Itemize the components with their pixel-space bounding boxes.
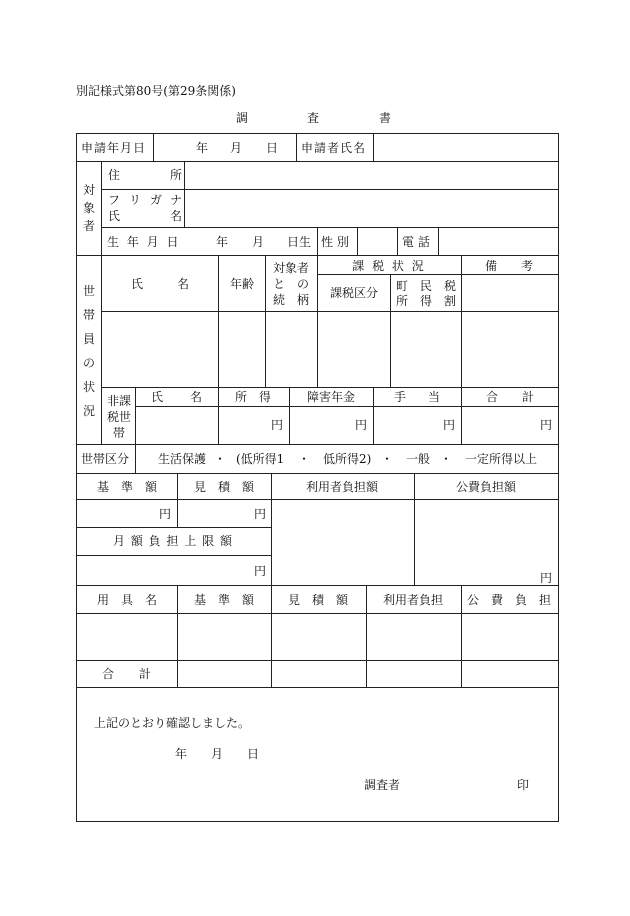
- yen-unit: 円: [158, 507, 171, 521]
- day-label: 日: [265, 141, 279, 155]
- tool-user-burden-header: 利用者負担: [382, 593, 444, 607]
- address-label: 所: [170, 168, 183, 182]
- allowance-header: 手: [393, 390, 407, 404]
- category-separator: ・: [380, 452, 394, 466]
- subject-label-char: 象: [82, 201, 96, 215]
- nontax-label: 税世: [106, 410, 132, 424]
- household-label-char: の: [82, 356, 96, 370]
- tool-estimate-header: 見 積 額: [287, 593, 349, 607]
- monthly-cap-header: 月 額 負 担 上 限 額: [113, 534, 233, 548]
- category-separator: ・: [213, 452, 227, 466]
- yen-unit: 円: [539, 571, 552, 585]
- category-option: 生活保護: [158, 452, 207, 466]
- furigana-label: フ: [108, 193, 121, 207]
- allowance-header: 当: [427, 390, 441, 404]
- confirm-year-label: 年: [174, 747, 188, 761]
- relation-header: 対象者: [272, 261, 310, 275]
- remarks-header: 考: [520, 259, 534, 273]
- household-label-char: 世: [82, 284, 96, 298]
- birth-year-label: 年: [215, 235, 229, 249]
- user-burden-header: 利用者負担額: [305, 480, 379, 494]
- income-header: 所: [234, 390, 248, 404]
- category-label: 世帯区分: [81, 452, 130, 466]
- nontax-label: 帯: [112, 426, 126, 440]
- relation-header: 続 柄: [272, 293, 310, 307]
- yen-unit: 円: [253, 564, 266, 578]
- application-date-label: 申請年月日: [81, 141, 147, 155]
- category-option: (低所得1: [236, 452, 285, 466]
- category-separator: ・: [297, 452, 311, 466]
- confirm-day-label: 日: [246, 747, 260, 761]
- town-tax-header: 所 得 割: [395, 294, 457, 308]
- member-name-header: 氏: [130, 277, 144, 291]
- yen-unit: 円: [270, 418, 283, 432]
- category-option: 一般: [406, 452, 431, 466]
- birthdate-label: 生 年 月 日: [107, 235, 181, 249]
- category-option: 一定所得以上: [465, 452, 538, 466]
- title-char: 調: [235, 111, 249, 125]
- tax-status-header: 課 税 状 況: [352, 259, 426, 273]
- furigana-label: リ: [129, 193, 142, 207]
- category-separator: ・: [439, 452, 453, 466]
- estimate-header: 見 積 額: [193, 480, 255, 494]
- title-char: 書: [378, 111, 392, 125]
- base-amount-header: 基 準 額: [96, 480, 158, 494]
- confirm-month-label: 月: [210, 747, 224, 761]
- subject-label-char: 者: [82, 219, 96, 233]
- seal-label: 印: [517, 778, 530, 792]
- month-label: 月: [229, 141, 243, 155]
- birth-day-label: 日生: [286, 235, 312, 249]
- total-header: 計: [521, 390, 535, 404]
- household-label-char: 帯: [82, 308, 96, 322]
- furigana-label: ガ: [150, 193, 163, 207]
- household-label-char: 員: [82, 332, 96, 346]
- sex-label: 性 別: [321, 235, 349, 249]
- name-label: 名: [170, 209, 183, 223]
- household-label-char: 況: [82, 404, 96, 418]
- member-name-header: 名: [176, 277, 190, 291]
- public-burden-header: 公費負担額: [455, 480, 517, 494]
- title-char: 査: [306, 111, 320, 125]
- form-reference: 別記様式第80号(第29条関係): [76, 84, 236, 98]
- yen-unit: 円: [539, 418, 552, 432]
- tool-public-burden-header: 公 費 負 担: [466, 593, 552, 607]
- income-header: 得: [258, 390, 272, 404]
- year-label: 年: [195, 141, 209, 155]
- age-header: 年齢: [229, 277, 255, 291]
- confirmation-text: 上記のとおり確認しました。: [94, 716, 251, 730]
- furigana-label: ナ: [170, 193, 183, 207]
- household-label-char: 状: [82, 380, 96, 394]
- tool-name-header: 用 具 名: [96, 593, 158, 607]
- subject-label-char: 対: [82, 183, 96, 197]
- town-tax-header: 町 民 税: [395, 279, 457, 293]
- phone-label: 電 話: [402, 235, 430, 249]
- surveyor-label: 調査者: [364, 778, 401, 792]
- tool-base-header: 基 準 額: [193, 593, 255, 607]
- nontax-label: 非課: [106, 394, 132, 408]
- birth-month-label: 月: [251, 235, 265, 249]
- nontax-name-header: 氏: [150, 390, 164, 404]
- name-label: 氏: [108, 209, 121, 223]
- tools-total-label: 計: [138, 667, 152, 681]
- applicant-name-label: 申請者氏名: [301, 141, 367, 155]
- yen-unit: 円: [354, 418, 367, 432]
- remarks-header: 備: [484, 259, 498, 273]
- tax-class-header: 課税区分: [329, 286, 379, 300]
- nontax-name-header: 名: [189, 390, 203, 404]
- total-header: 合: [485, 390, 499, 404]
- address-label: 住: [108, 168, 121, 182]
- yen-unit: 円: [442, 418, 455, 432]
- yen-unit: 円: [253, 507, 266, 521]
- category-option: 低所得2): [323, 452, 372, 466]
- pension-header: 障害年金: [306, 390, 356, 404]
- relation-header: と の: [272, 277, 310, 291]
- tools-total-label: 合: [101, 667, 115, 681]
